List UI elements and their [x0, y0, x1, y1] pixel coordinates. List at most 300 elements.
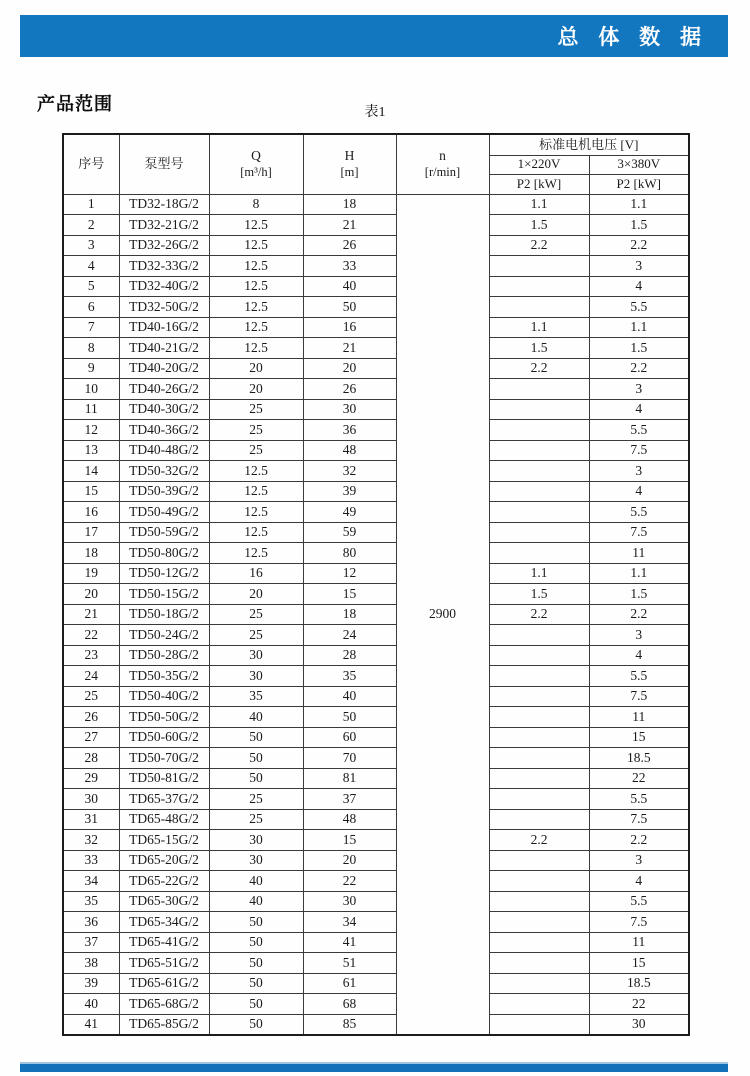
cell-h: 21 [303, 338, 396, 359]
cell-p380: 5.5 [589, 891, 689, 912]
cell-p380: 4 [589, 871, 689, 892]
cell-p220 [489, 994, 589, 1015]
cell-no: 40 [63, 994, 119, 1015]
cell-model: TD32-26G/2 [119, 235, 209, 256]
cell-h: 49 [303, 502, 396, 523]
cell-no: 9 [63, 358, 119, 379]
cell-no: 33 [63, 850, 119, 871]
cell-no: 26 [63, 707, 119, 728]
page-header-bar [20, 15, 728, 57]
table-row [63, 481, 689, 502]
cell-no: 29 [63, 768, 119, 789]
cell-no: 4 [63, 256, 119, 277]
cell-p380: 1.5 [589, 338, 689, 359]
cell-p220 [489, 522, 589, 543]
cell-no: 27 [63, 727, 119, 748]
cell-p220 [489, 399, 589, 420]
cell-no: 20 [63, 584, 119, 605]
cell-p220: 1.1 [489, 317, 589, 338]
col-header-p2-220: P2 [kW] [489, 174, 589, 194]
cell-no: 23 [63, 645, 119, 666]
cell-model: TD50-32G/2 [119, 461, 209, 482]
cell-q: 50 [209, 932, 303, 953]
cell-q: 40 [209, 871, 303, 892]
cell-h: 20 [303, 358, 396, 379]
cell-n: 2900 [396, 194, 489, 1035]
cell-model: TD65-68G/2 [119, 994, 209, 1015]
col-header-h [303, 134, 396, 194]
cell-h: 32 [303, 461, 396, 482]
cell-model: TD65-37G/2 [119, 789, 209, 810]
cell-p220 [489, 440, 589, 461]
cell-no: 8 [63, 338, 119, 359]
cell-model: TD50-49G/2 [119, 502, 209, 523]
cell-model: TD50-80G/2 [119, 543, 209, 564]
col-header-380v: 3×380V [589, 155, 689, 174]
cell-h: 15 [303, 830, 396, 851]
cell-q: 50 [209, 994, 303, 1015]
cell-p380: 15 [589, 727, 689, 748]
cell-p380: 7.5 [589, 686, 689, 707]
cell-q: 12.5 [209, 215, 303, 236]
cell-model: TD50-18G/2 [119, 604, 209, 625]
cell-no: 35 [63, 891, 119, 912]
cell-h: 50 [303, 707, 396, 728]
table-row [63, 789, 689, 810]
cell-no: 28 [63, 748, 119, 769]
cell-p380: 2.2 [589, 830, 689, 851]
table-row [63, 973, 689, 994]
cell-p220 [489, 789, 589, 810]
cell-h: 21 [303, 215, 396, 236]
cell-p380: 3 [589, 256, 689, 277]
table-row [63, 276, 689, 297]
cell-model: TD32-50G/2 [119, 297, 209, 318]
cell-model: TD50-39G/2 [119, 481, 209, 502]
cell-model: TD65-15G/2 [119, 830, 209, 851]
cell-model: TD65-48G/2 [119, 809, 209, 830]
table-row [63, 932, 689, 953]
cell-q: 12.5 [209, 502, 303, 523]
cell-p220 [489, 727, 589, 748]
col-header-q-unit: [m³/h] [240, 164, 272, 179]
col-header-voltage-group: 标准电机电压 [V] [489, 134, 689, 155]
cell-p380: 7.5 [589, 809, 689, 830]
cell-p380: 2.2 [589, 235, 689, 256]
cell-p220: 1.5 [489, 584, 589, 605]
cell-p220 [489, 871, 589, 892]
cell-h: 70 [303, 748, 396, 769]
table-row [63, 1014, 689, 1035]
cell-q: 50 [209, 768, 303, 789]
table-row [63, 440, 689, 461]
cell-q: 12.5 [209, 297, 303, 318]
cell-p220 [489, 502, 589, 523]
cell-p220: 2.2 [489, 358, 589, 379]
cell-p220 [489, 912, 589, 933]
cell-p380: 18.5 [589, 748, 689, 769]
cell-h: 16 [303, 317, 396, 338]
table-row [63, 256, 689, 277]
cell-no: 1 [63, 194, 119, 215]
cell-q: 30 [209, 666, 303, 687]
cell-model: TD50-59G/2 [119, 522, 209, 543]
cell-p380: 4 [589, 481, 689, 502]
table-row [63, 625, 689, 646]
cell-no: 11 [63, 399, 119, 420]
cell-h: 37 [303, 789, 396, 810]
cell-model: TD32-40G/2 [119, 276, 209, 297]
cell-h: 26 [303, 235, 396, 256]
cell-p220: 1.1 [489, 194, 589, 215]
cell-q: 25 [209, 789, 303, 810]
col-header-index: 序号 [63, 134, 119, 194]
cell-q: 50 [209, 748, 303, 769]
cell-p220 [489, 461, 589, 482]
cell-h: 50 [303, 297, 396, 318]
table-row [63, 953, 689, 974]
cell-model: TD65-34G/2 [119, 912, 209, 933]
table-row [63, 358, 689, 379]
cell-h: 68 [303, 994, 396, 1015]
cell-no: 19 [63, 563, 119, 584]
cell-model: TD50-50G/2 [119, 707, 209, 728]
cell-p380: 22 [589, 768, 689, 789]
cell-h: 30 [303, 891, 396, 912]
cell-p380: 1.5 [589, 215, 689, 236]
cell-no: 6 [63, 297, 119, 318]
cell-p220 [489, 973, 589, 994]
table-row [63, 461, 689, 482]
table-body [63, 194, 689, 1035]
cell-p380: 7.5 [589, 912, 689, 933]
cell-q: 35 [209, 686, 303, 707]
cell-model: TD50-70G/2 [119, 748, 209, 769]
cell-model: TD40-26G/2 [119, 379, 209, 400]
cell-q: 50 [209, 1014, 303, 1035]
cell-p220: 2.2 [489, 235, 589, 256]
cell-no: 38 [63, 953, 119, 974]
cell-p380: 4 [589, 399, 689, 420]
cell-q: 25 [209, 399, 303, 420]
cell-model: TD65-20G/2 [119, 850, 209, 871]
cell-q: 50 [209, 912, 303, 933]
cell-p220 [489, 850, 589, 871]
cell-p220 [489, 707, 589, 728]
col-header-220v: 1×220V [489, 155, 589, 174]
table-wrap [62, 133, 690, 1036]
cell-q: 12.5 [209, 461, 303, 482]
cell-no: 22 [63, 625, 119, 646]
cell-h: 35 [303, 666, 396, 687]
cell-model: TD40-30G/2 [119, 399, 209, 420]
cell-p220 [489, 420, 589, 441]
table-row [63, 502, 689, 523]
cell-model: TD50-28G/2 [119, 645, 209, 666]
cell-no: 31 [63, 809, 119, 830]
table-row [63, 194, 689, 215]
cell-p380: 7.5 [589, 522, 689, 543]
cell-q: 12.5 [209, 481, 303, 502]
table-row [63, 850, 689, 871]
cell-p380: 2.2 [589, 604, 689, 625]
cell-q: 20 [209, 584, 303, 605]
cell-p220 [489, 297, 589, 318]
cell-q: 12.5 [209, 522, 303, 543]
cell-no: 39 [63, 973, 119, 994]
cell-p220 [489, 543, 589, 564]
col-header-model: 泵型号 [119, 134, 209, 194]
col-header-n-unit: [r/min] [424, 164, 461, 179]
cell-model: TD65-85G/2 [119, 1014, 209, 1035]
cell-model: TD65-61G/2 [119, 973, 209, 994]
cell-p380: 5.5 [589, 666, 689, 687]
cell-p380: 3 [589, 850, 689, 871]
cell-model: TD32-18G/2 [119, 194, 209, 215]
cell-q: 20 [209, 379, 303, 400]
table-row [63, 215, 689, 236]
cell-no: 34 [63, 871, 119, 892]
table-row [63, 645, 689, 666]
cell-no: 10 [63, 379, 119, 400]
cell-q: 25 [209, 625, 303, 646]
cell-q: 16 [209, 563, 303, 584]
cell-q: 8 [209, 194, 303, 215]
cell-h: 34 [303, 912, 396, 933]
col-header-q-symbol: Q [251, 148, 261, 163]
cell-p220: 1.5 [489, 338, 589, 359]
cell-p220 [489, 276, 589, 297]
cell-no: 16 [63, 502, 119, 523]
cell-p380: 1.1 [589, 563, 689, 584]
cell-no: 3 [63, 235, 119, 256]
cell-no: 37 [63, 932, 119, 953]
table-row [63, 891, 689, 912]
cell-p220 [489, 953, 589, 974]
cell-no: 13 [63, 440, 119, 461]
table-row [63, 338, 689, 359]
cell-no: 41 [63, 1014, 119, 1035]
cell-p380: 30 [589, 1014, 689, 1035]
cell-h: 18 [303, 604, 396, 625]
cell-model: TD50-40G/2 [119, 686, 209, 707]
col-header-h-symbol: H [344, 148, 355, 163]
cell-p380: 1.1 [589, 194, 689, 215]
cell-no: 5 [63, 276, 119, 297]
cell-q: 50 [209, 953, 303, 974]
section-title: 产品范围 [37, 94, 113, 114]
cell-q: 12.5 [209, 276, 303, 297]
cell-q: 30 [209, 830, 303, 851]
cell-h: 48 [303, 809, 396, 830]
cell-no: 21 [63, 604, 119, 625]
cell-model: TD50-15G/2 [119, 584, 209, 605]
cell-p380: 3 [589, 625, 689, 646]
table-row [63, 994, 689, 1015]
cell-p220 [489, 1014, 589, 1035]
cell-p220 [489, 686, 589, 707]
cell-p380: 5.5 [589, 297, 689, 318]
table-row [63, 871, 689, 892]
cell-h: 36 [303, 420, 396, 441]
cell-p380: 3 [589, 461, 689, 482]
cell-h: 33 [303, 256, 396, 277]
cell-p220 [489, 748, 589, 769]
table-row [63, 727, 689, 748]
cell-model: TD50-24G/2 [119, 625, 209, 646]
cell-p220 [489, 932, 589, 953]
table-row [63, 686, 689, 707]
cell-p220 [489, 768, 589, 789]
cell-p220 [489, 645, 589, 666]
cell-p380: 18.5 [589, 973, 689, 994]
cell-q: 40 [209, 891, 303, 912]
cell-no: 2 [63, 215, 119, 236]
table-row [63, 912, 689, 933]
cell-p220 [489, 379, 589, 400]
cell-p220 [489, 481, 589, 502]
cell-p380: 4 [589, 276, 689, 297]
cell-q: 40 [209, 707, 303, 728]
table-row [63, 830, 689, 851]
page-footer-bar [20, 1062, 728, 1072]
cell-model: TD50-12G/2 [119, 563, 209, 584]
cell-p380: 22 [589, 994, 689, 1015]
cell-no: 18 [63, 543, 119, 564]
cell-h: 51 [303, 953, 396, 974]
cell-p220: 1.1 [489, 563, 589, 584]
cell-h: 15 [303, 584, 396, 605]
col-header-h-unit: [m] [340, 164, 359, 179]
cell-h: 30 [303, 399, 396, 420]
cell-h: 48 [303, 440, 396, 461]
table-row [63, 297, 689, 318]
cell-p220 [489, 625, 589, 646]
cell-model: TD40-21G/2 [119, 338, 209, 359]
cell-h: 40 [303, 276, 396, 297]
cell-h: 60 [303, 727, 396, 748]
cell-p380: 15 [589, 953, 689, 974]
cell-h: 28 [303, 645, 396, 666]
cell-model: TD32-21G/2 [119, 215, 209, 236]
cell-h: 81 [303, 768, 396, 789]
cell-p380: 5.5 [589, 502, 689, 523]
col-header-q [209, 134, 303, 194]
cell-p220 [489, 891, 589, 912]
cell-p380: 3 [589, 379, 689, 400]
table-row [63, 543, 689, 564]
table-row [63, 563, 689, 584]
cell-model: TD65-30G/2 [119, 891, 209, 912]
cell-p380: 4 [589, 645, 689, 666]
cell-q: 50 [209, 973, 303, 994]
cell-p380: 11 [589, 932, 689, 953]
cell-no: 32 [63, 830, 119, 851]
cell-q: 25 [209, 440, 303, 461]
cell-no: 24 [63, 666, 119, 687]
table-row [63, 317, 689, 338]
table-row [63, 604, 689, 625]
cell-no: 15 [63, 481, 119, 502]
table-row [63, 666, 689, 687]
col-header-p2-380: P2 [kW] [589, 174, 689, 194]
cell-model: TD40-48G/2 [119, 440, 209, 461]
table-row [63, 399, 689, 420]
cell-q: 12.5 [209, 256, 303, 277]
cell-p380: 11 [589, 707, 689, 728]
cell-q: 50 [209, 727, 303, 748]
cell-model: TD50-60G/2 [119, 727, 209, 748]
cell-no: 14 [63, 461, 119, 482]
cell-p380: 5.5 [589, 789, 689, 810]
table-row [63, 584, 689, 605]
cell-h: 26 [303, 379, 396, 400]
cell-q: 25 [209, 420, 303, 441]
cell-h: 80 [303, 543, 396, 564]
cell-p380: 2.2 [589, 358, 689, 379]
table-row [63, 420, 689, 441]
cell-no: 12 [63, 420, 119, 441]
cell-p380: 7.5 [589, 440, 689, 461]
cell-h: 85 [303, 1014, 396, 1035]
table-row [63, 748, 689, 769]
cell-q: 12.5 [209, 543, 303, 564]
cell-model: TD40-16G/2 [119, 317, 209, 338]
cell-p220: 2.2 [489, 830, 589, 851]
cell-model: TD65-41G/2 [119, 932, 209, 953]
cell-q: 12.5 [209, 235, 303, 256]
cell-no: 36 [63, 912, 119, 933]
cell-p380: 5.5 [589, 420, 689, 441]
table-row [63, 522, 689, 543]
table-row [63, 768, 689, 789]
cell-h: 20 [303, 850, 396, 871]
col-header-n-symbol: n [439, 148, 446, 163]
table-caption: 表1 [364, 105, 386, 120]
cell-no: 25 [63, 686, 119, 707]
cell-p220 [489, 666, 589, 687]
cell-q: 30 [209, 645, 303, 666]
cell-q: 12.5 [209, 338, 303, 359]
cell-model: TD50-35G/2 [119, 666, 209, 687]
cell-q: 25 [209, 604, 303, 625]
cell-h: 40 [303, 686, 396, 707]
cell-h: 61 [303, 973, 396, 994]
cell-model: TD50-81G/2 [119, 768, 209, 789]
cell-model: TD65-51G/2 [119, 953, 209, 974]
cell-q: 20 [209, 358, 303, 379]
cell-h: 59 [303, 522, 396, 543]
product-table [62, 133, 690, 1036]
table-row [63, 379, 689, 400]
cell-model: TD65-22G/2 [119, 871, 209, 892]
cell-h: 22 [303, 871, 396, 892]
page-header-title: 总 体 数 据 [557, 26, 708, 49]
cell-h: 24 [303, 625, 396, 646]
cell-p220 [489, 256, 589, 277]
cell-p220: 1.5 [489, 215, 589, 236]
cell-q: 25 [209, 809, 303, 830]
cell-p220: 2.2 [489, 604, 589, 625]
cell-q: 12.5 [209, 317, 303, 338]
table-row [63, 235, 689, 256]
cell-no: 7 [63, 317, 119, 338]
cell-h: 18 [303, 194, 396, 215]
cell-model: TD32-33G/2 [119, 256, 209, 277]
cell-q: 30 [209, 850, 303, 871]
cell-h: 39 [303, 481, 396, 502]
table-row [63, 707, 689, 728]
